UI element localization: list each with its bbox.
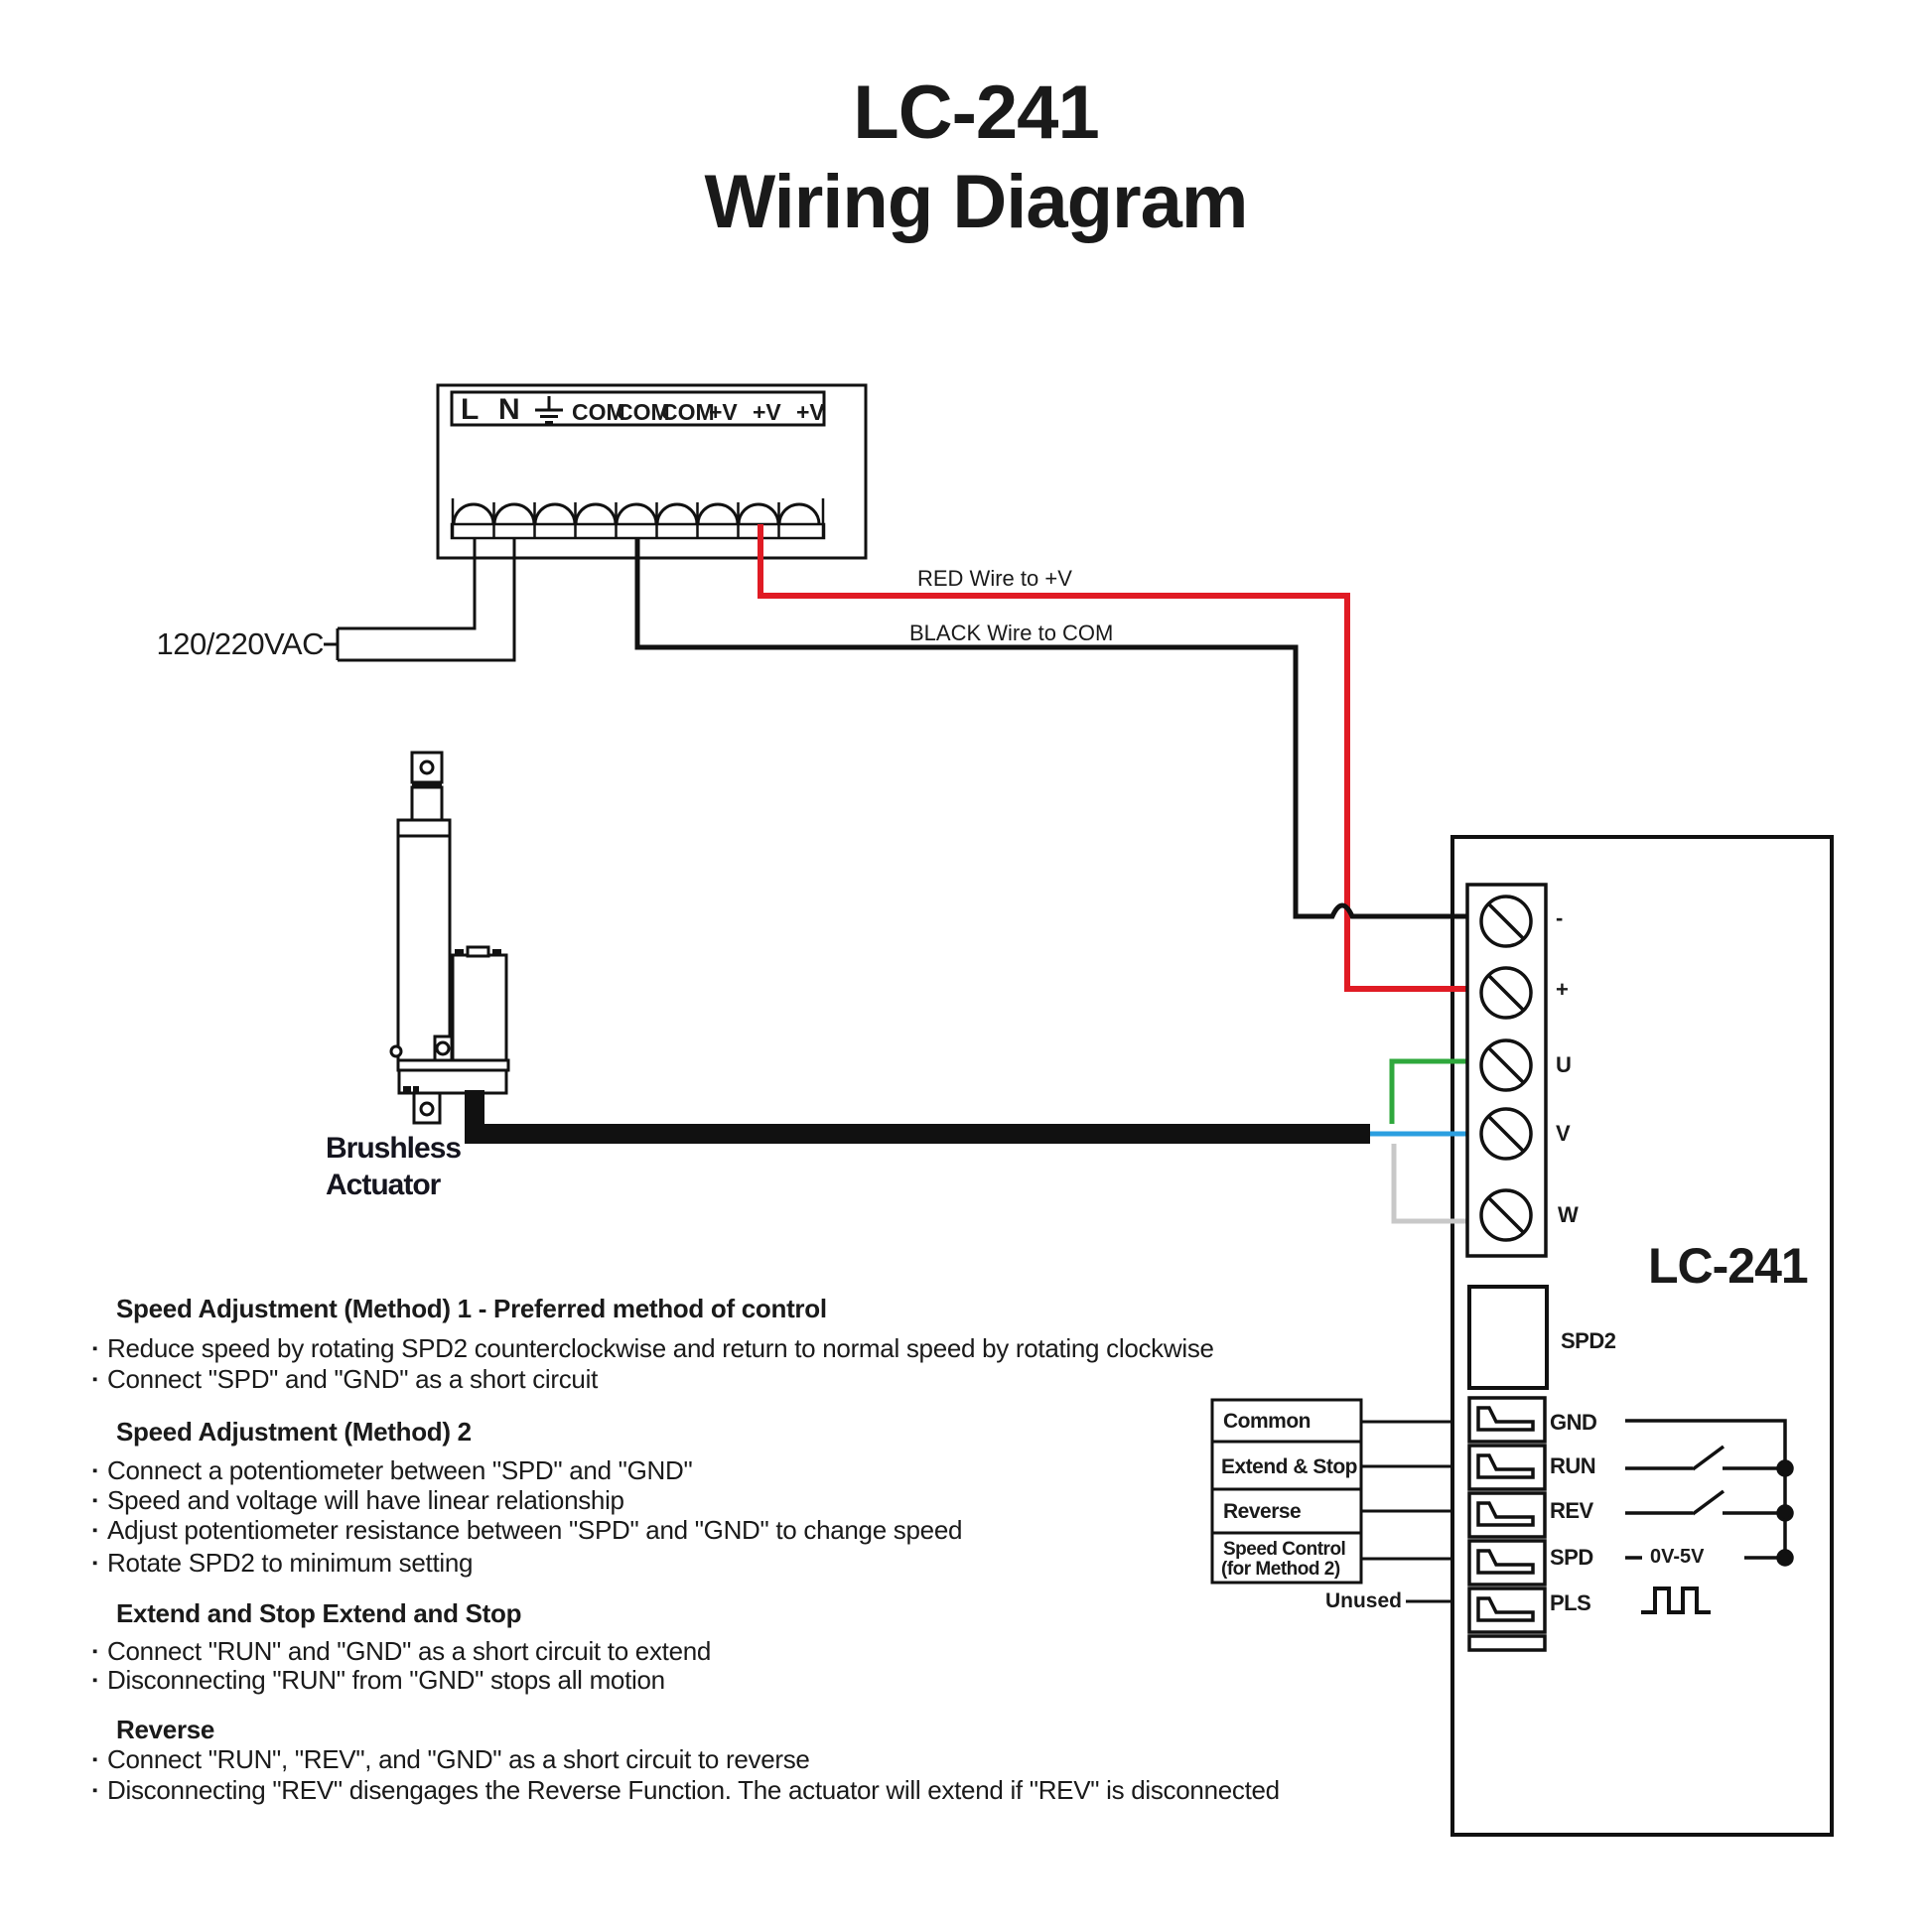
earth-ground-icon <box>535 396 563 423</box>
psu-terminal-label-com: COM <box>617 399 670 425</box>
motor-bump-right <box>492 949 501 956</box>
unused-label: Unused <box>1324 1589 1402 1612</box>
bullet-icon: ▪ <box>92 1340 98 1357</box>
section1-heading: Speed Adjustment (Method) 1 - Preferred method of control <box>116 1294 827 1323</box>
psu-terminal-label-v: +V <box>709 399 738 425</box>
ac-input-wires <box>324 538 514 660</box>
input-box-common: Common <box>1223 1410 1311 1433</box>
section4-heading: Reverse <box>116 1715 215 1744</box>
terminal-label-w: W <box>1558 1202 1579 1227</box>
ac-bracket <box>324 628 338 660</box>
psu-terminal-label-com: COM <box>572 399 625 425</box>
bullet-text: Connect "RUN", "REV", and "GND" as a short circuit to reverse <box>107 1744 810 1774</box>
terminal-label-v: V <box>1556 1121 1571 1146</box>
actuator-label-line2: Actuator <box>326 1169 441 1201</box>
bullet-text: Adjust potentiometer resistance between "SPD" and "GND" to change speed <box>107 1515 963 1545</box>
motor-cable <box>475 1090 1370 1134</box>
page-title-line1: LC-241 <box>853 70 1099 155</box>
cylinder-body <box>398 836 450 1060</box>
motor-top-tab <box>468 947 488 956</box>
psu-terminal-label-com: COM <box>661 399 715 425</box>
psu-terminal-label-v: +V <box>796 399 825 425</box>
list-item <box>92 1548 473 1579</box>
green-u-wire <box>1392 1061 1467 1124</box>
switch-network <box>1625 1421 1792 1612</box>
input-box-reverse: Reverse <box>1223 1500 1302 1523</box>
psu-terminal-label-v: +V <box>753 399 781 425</box>
bullet-text: Speed and voltage will have linear relationship <box>107 1485 624 1515</box>
bullet-icon: ▪ <box>92 1555 98 1572</box>
spd2-label: SPD2 <box>1561 1328 1616 1353</box>
input-leads <box>1361 1422 1452 1601</box>
bullet-icon: ▪ <box>92 1371 98 1388</box>
motor-housing <box>453 955 506 1060</box>
gnd-bus <box>1625 1421 1785 1558</box>
section2-heading: Speed Adjustment (Method) 2 <box>116 1417 472 1447</box>
base-notch <box>403 1086 411 1093</box>
rod-clevis-hole <box>421 761 433 773</box>
input-box-extend: Extend & Stop <box>1221 1455 1358 1478</box>
pulse-waveform-icon <box>1641 1588 1711 1612</box>
bullet-icon: ▪ <box>92 1462 98 1479</box>
input-box-speed-line1: Speed Control <box>1223 1539 1346 1560</box>
rod <box>412 787 442 820</box>
red-wire-label: RED Wire to +V <box>917 566 1072 591</box>
list-item <box>92 1455 692 1486</box>
list-item <box>92 1364 598 1395</box>
motor-terminal-strip <box>1467 885 1547 1388</box>
signal-label-gnd: GND <box>1550 1410 1597 1435</box>
signal-label-spd: SPD <box>1550 1545 1593 1570</box>
bullet-icon: ▪ <box>92 1751 98 1768</box>
bullet-icon: ▪ <box>92 1672 98 1689</box>
terminal-label-minus: - <box>1556 905 1564 930</box>
gray-w-wire <box>1394 1144 1467 1221</box>
bullet-icon: ▪ <box>92 1782 98 1799</box>
list-item <box>92 1485 624 1516</box>
ac-input-label: 120/220VAC <box>156 626 324 661</box>
terminal-bar <box>452 524 824 538</box>
bullet-text: Connect "SPD" and "GND" as a short circuit <box>107 1364 598 1394</box>
cylinder-cap <box>398 820 450 836</box>
voltage-range-label: 0V-5V <box>1650 1546 1705 1568</box>
black-wire-label: BLACK Wire to COM <box>909 621 1114 645</box>
list-item <box>92 1744 810 1775</box>
spd2-potentiometer <box>1469 1287 1547 1388</box>
red-plus-wire <box>760 524 1467 989</box>
rev-switch <box>1625 1491 1785 1514</box>
signal-label-rev: REV <box>1550 1498 1593 1523</box>
bullet-text: Connect a potentiometer between "SPD" and "GND" <box>107 1455 693 1485</box>
list-item <box>92 1333 1214 1364</box>
bullet-icon: ▪ <box>92 1643 98 1660</box>
junction-dot <box>1778 1551 1792 1565</box>
list-item <box>92 1515 962 1546</box>
bullet-icon: ▪ <box>92 1522 98 1539</box>
list-item <box>92 1636 711 1667</box>
junction-dot <box>1778 1506 1792 1520</box>
junction-dot <box>1778 1461 1792 1475</box>
base-clevis-hole <box>421 1103 433 1115</box>
bullet-text: Rotate SPD2 to minimum setting <box>107 1548 474 1578</box>
actuator-label-line1: Brushless <box>326 1132 462 1165</box>
terminal-label-plus: + <box>1556 977 1569 1002</box>
bullet-text: Reduce speed by rotating SPD2 counterclockwise and return to normal speed by rotating clockwise <box>107 1333 1214 1363</box>
psu-terminal-label-n: N <box>498 393 520 426</box>
controller-name: LC-241 <box>1648 1238 1808 1294</box>
list-item <box>92 1665 665 1696</box>
list-item <box>92 1775 1280 1806</box>
neutral-wire <box>338 538 514 660</box>
bullet-text: Disconnecting "RUN" from "GND" stops all motion <box>107 1665 665 1695</box>
input-box-speed-line2: (for Method 2) <box>1221 1559 1340 1580</box>
motor-bump-left <box>455 949 464 956</box>
run-switch <box>1625 1447 1785 1469</box>
bullet-text: Disconnecting "REV" disengages the Reverse Function. The actuator will extend if "REV" is disconnected <box>107 1775 1280 1805</box>
bullet-icon: ▪ <box>92 1492 98 1509</box>
page-title-line2: Wiring Diagram <box>704 160 1248 244</box>
psu-terminal-label-l: L <box>461 393 480 426</box>
screw <box>437 1042 449 1054</box>
line-wire <box>338 538 475 628</box>
terminal-label-u: U <box>1556 1052 1572 1077</box>
signal-terminal-strip <box>1469 1398 1545 1650</box>
signal-label-run: RUN <box>1550 1453 1596 1478</box>
bullet-text: Connect "RUN" and "GND" as a short circuit to extend <box>107 1636 712 1666</box>
side-screw <box>391 1046 401 1056</box>
terminal-clamps <box>454 504 819 524</box>
section3-heading: Extend and Stop Extend and Stop <box>116 1598 522 1628</box>
signal-label-pls: PLS <box>1550 1590 1591 1615</box>
actuator-drawing <box>391 753 508 1123</box>
